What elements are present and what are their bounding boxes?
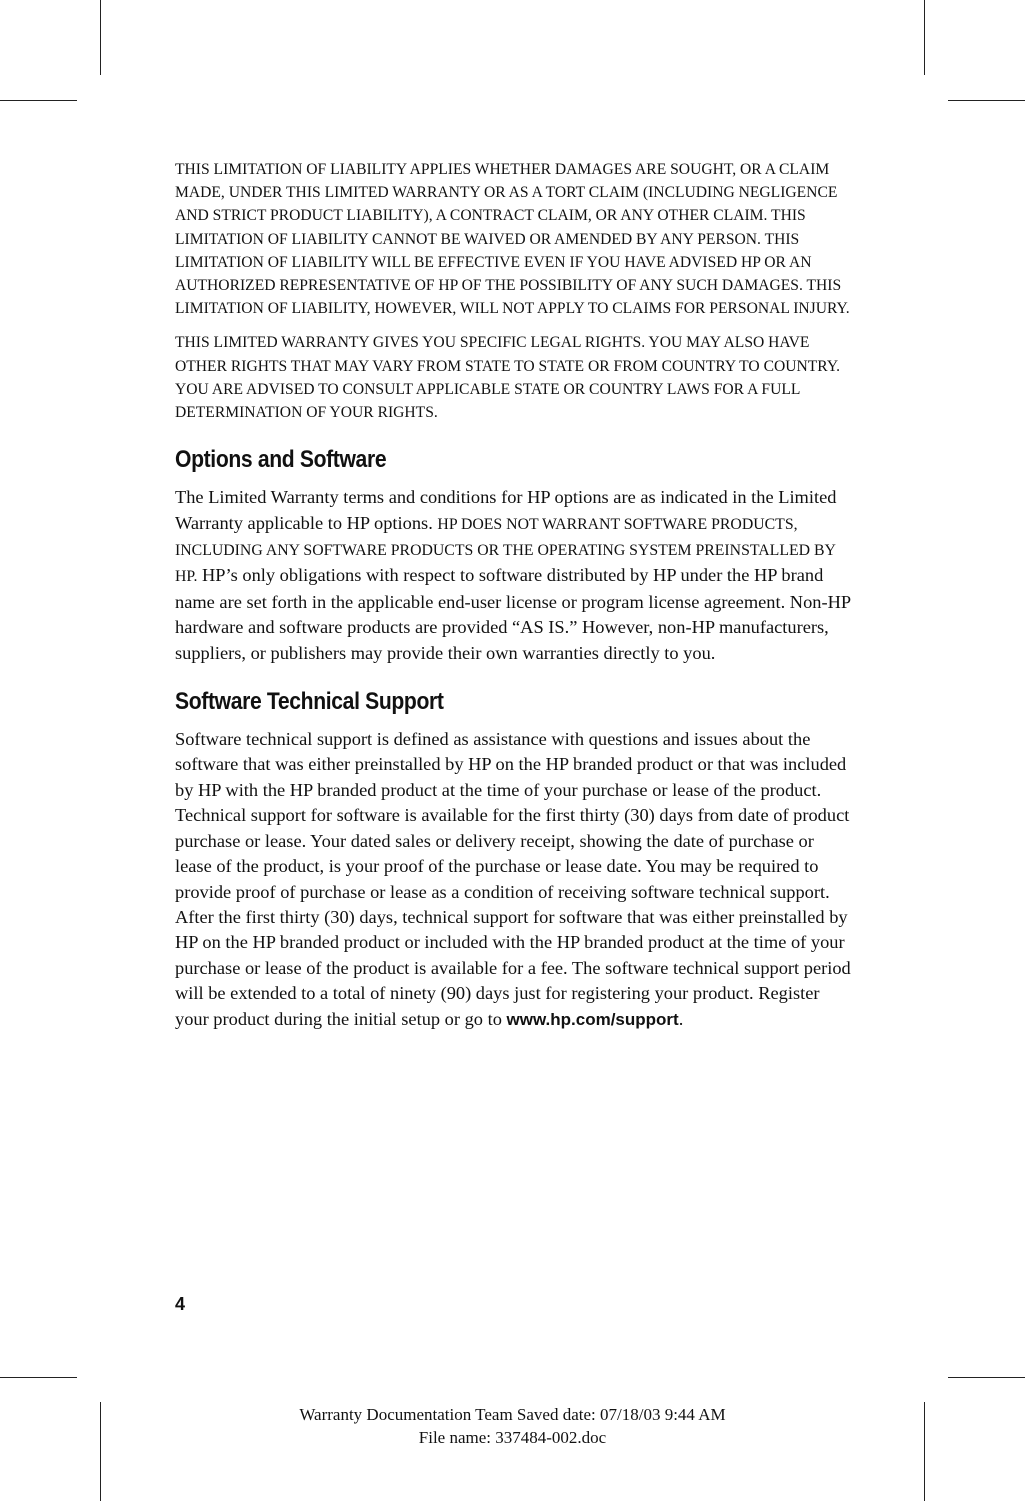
page-number: 4 [175, 1294, 186, 1314]
liability-paragraph: THIS LIMITATION OF LIABILITY APPLIES WHETHER DAMAGES ARE SOUGHT, OR A CLAIM MADE, UNDER THIS LIMITED WARRANTY OR AS A TORT CLAIM (INCLUDING NEGLIGENCE AND STRICT PRODUCT LIABILITY), A CONTRACT CLAIM, OR ANY OTHER CLAIM. THIS LIMITATION OF LIABILITY CANNOT BE WAIVED OR AMENDED BY ANY PERSON. THIS LIMITATION OF LIABILITY WILL BE EFFECTIVE EVEN IF YOU HAVE ADVISED HP OR AN AUTHORIZED REPRESENTATIVE OF HP OF THE POSSIBILITY OF ANY SUCH DAMAGES. THIS LIMITATION OF LIABILITY, HOWEVER, WILL NOT APPLY TO CLAIMS FOR PERSONAL INJURY. [175, 161, 850, 318]
crop-mark [0, 1377, 77, 1378]
footer-line-2: File name: 337484-002.doc [418, 1428, 607, 1447]
crop-mark [100, 0, 101, 75]
page-content [175, 158, 855, 1032]
crop-mark [948, 100, 1025, 101]
support-text: Software technical support is defined as assistance with questions and issues about the software that was either preinstalled by HP on the HP branded product or that was included by HP with the HP branded product at the time of your purchase or lease of the product. Technical support for software is available for the first thirty (30) days from date of product purchase or lease. Your dated sales or delivery receipt, showing the date of purchase or lease of the product, is your proof of the purchase or lease date. You may be required to provide proof of purchase or lease as a condition of receiving software technical support. After the first thirty (30) days, technical support for software that was either preinstalled by HP on the HP branded product or included with the HP branded product at the time of your purchase or lease of the product is available for a fee. The software technical support period will be extended to a total of ninety (90) days just for registering your product. Register your product during the initial setup or go to [175, 729, 851, 1029]
legal-rights-paragraph: THIS LIMITED WARRANTY GIVES YOU SPECIFIC LEGAL RIGHTS. YOU MAY ALSO HAVE OTHER RIGHTS THAT MAY VARY FROM STATE TO STATE OR FROM COUNTRY TO COUNTRY. YOU ARE ADVISED TO CONSULT APPLICABLE STATE OR COUNTRY LAWS FOR A FULL DETERMINATION OF YOUR RIGHTS. [175, 334, 840, 422]
options-paragraph [175, 485, 855, 666]
crop-mark [0, 100, 77, 101]
footer [0, 1403, 1025, 1449]
support-paragraph [175, 727, 855, 1032]
support-heading: Software Technical Support [175, 688, 444, 716]
options-text-1: The Limited Warranty terms and conditions for HP options are as indicated in the Limited Warranty applicable to HP options. [175, 487, 837, 533]
support-end: . [678, 1008, 684, 1029]
footer-line-1: Warranty Documentation Team Saved date: 07/18/03 9:44 AM [299, 1405, 726, 1424]
support-link[interactable]: www.hp.com/support [506, 1009, 679, 1029]
options-text-caps: HP DOES NOT WARRANT SOFTWARE PRODUCTS, INCLUDING ANY SOFTWARE PRODUCTS OR THE OPERATING SYSTEM PREINSTALLED BY HP. [175, 515, 836, 586]
crop-mark [924, 0, 925, 75]
crop-mark [948, 1377, 1025, 1378]
options-text-2: HP’s only obligations with respect to software distributed by HP under the HP brand name are set forth in the applicable end-user license or program license agreement. Non-HP hardware and software products are provided “AS IS.” However, non-HP manufacturers, suppliers, or publishers may provide their own warranties directly to you. [175, 565, 851, 663]
options-heading: Options and Software [175, 446, 387, 474]
